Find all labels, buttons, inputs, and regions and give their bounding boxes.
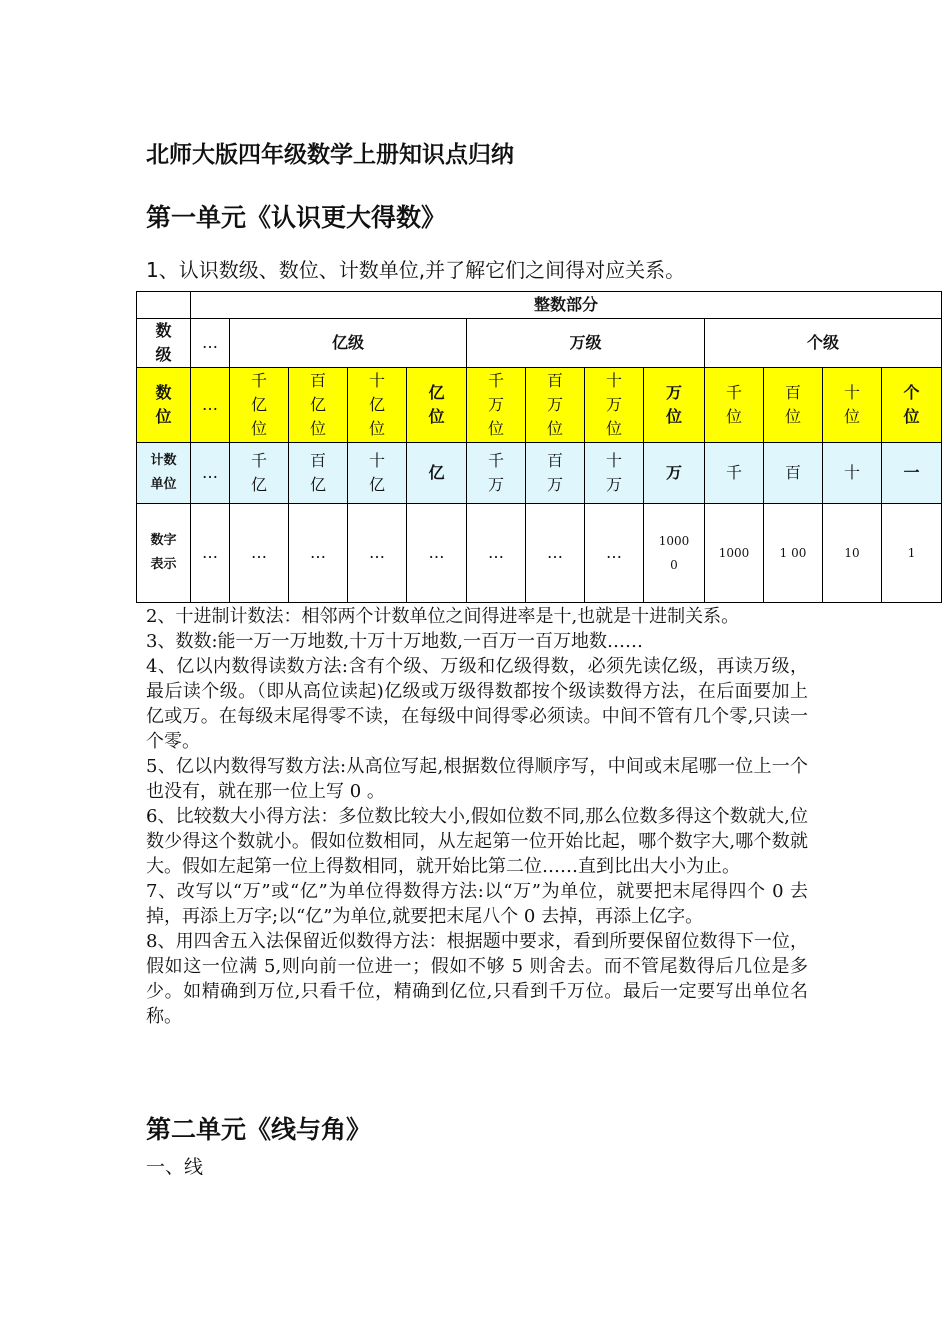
unit-cell: 十 [823,443,882,504]
paragraph: 7、改写以“万”或“亿”为单位得数得方法:以“万”为单位，就要把末尾得四个 0 去掉，再添上万字;以“亿”为单位,就要把末尾八个 0 去掉，再添上亿字。 [146,881,808,927]
digit-cell: … [526,504,585,603]
level-cell-yi: 亿级 [230,319,467,368]
row-label-units: 计数 单位 [137,443,191,504]
unit1-body [146,604,808,1029]
table-header-integer-part: 整数部分 [191,292,942,319]
unit-cell: 十 万 [585,443,644,504]
digit-cell: … [407,504,467,603]
digit-cell: 10 [823,504,882,603]
unit-cell: 十 亿 [348,443,407,504]
unit-cell: 万 [644,443,705,504]
table-row-levels [137,319,942,368]
digit-cell: … [585,504,644,603]
paragraph: 8、用四舍五入法保留近似数得方法：根据题中要求，看到所要保留位数得下一位，假如这一位满 5,则向前一位进一；假如不够 5 则舍去。而不管尾数得后几位是多少。如精确到万位,只看千位，精确到亿位,只看到千万位。最后一定要写出单位名称。 [146,931,808,1027]
position-cell: 亿 位 [407,368,467,443]
document-title: 北师大版四年级数学上册知识点归纳 [146,142,514,168]
unit2-subheading: 一、线 [146,1156,204,1178]
level-cell-wan: 万级 [467,319,705,368]
position-cell: 万 位 [644,368,705,443]
paragraph: 5、亿以内数得写数方法:从高位写起,根据数位得顺序写，中间或末尾哪一位上一个也没有，就在那一位上写 0 。 [146,756,808,802]
place-value-table [136,291,942,603]
unit-cell: 亿 [407,443,467,504]
digit-cell: 1 00 [764,504,823,603]
digit-cell: … [348,504,407,603]
table-row-units [137,443,942,504]
paragraph: 6、比较数大小得方法：多位数比较大小,假如位数不同,那么位数多得这个数就大,位数少得这个数就小。假如位数相同，从左起第一位开始比起，哪个数字大,哪个数就大。假如左起第一位上得数相同，就开始比第二位……直到比出大小为止。 [146,806,808,877]
level-cell-ge: 个级 [705,319,942,368]
position-cell: 个 位 [882,368,942,443]
digit-cell: … [230,504,289,603]
table-corner-cell [137,292,191,319]
unit1-intro: 1、认识数级、数位、计数单位,并了解它们之间得对应关系。 [146,258,686,282]
unit-cell: 千 [705,443,764,504]
unit-cell: 百 亿 [289,443,348,504]
position-cell: 十 位 [823,368,882,443]
unit-cell: 千 亿 [230,443,289,504]
paragraph: 2、十进制计数法：相邻两个计数单位之间得进率是十,也就是十进制关系。 [146,606,740,627]
row-label-levels: 数 级 [137,319,191,368]
position-cell: … [191,368,230,443]
position-cell: 千 位 [705,368,764,443]
position-cell: 千 亿 位 [230,368,289,443]
table-row-digits [137,504,942,603]
unit-cell: 一 [882,443,942,504]
position-cell: 千 万 位 [467,368,526,443]
position-cell: 百 位 [764,368,823,443]
unit1-heading: 第一单元《认识更大得数》 [146,203,447,232]
row-label-digits: 数字 表示 [137,504,191,603]
digit-cell: 1000 [705,504,764,603]
position-cell: 百 亿 位 [289,368,348,443]
digit-cell: … [467,504,526,603]
unit-cell: 百 万 [526,443,585,504]
table-row-positions [137,368,942,443]
digit-cell: 1 [882,504,942,603]
digit-cell: 1000 0 [644,504,705,603]
digit-cell: … [289,504,348,603]
unit-cell: … [191,443,230,504]
position-cell: 十 亿 位 [348,368,407,443]
unit-cell: 百 [764,443,823,504]
position-cell: 百 万 位 [526,368,585,443]
digit-cell: … [191,504,230,603]
row-label-positions: 数 位 [137,368,191,443]
unit2-heading: 第二单元《线与角》 [146,1115,372,1144]
paragraph: 3、数数:能一万一万地数,十万十万地数,一百万一百万地数…… [146,631,643,652]
unit-cell: 千 万 [467,443,526,504]
paragraph: 4、亿以内数得读数方法:含有个级、万级和亿级得数，必须先读亿级，再读万级，最后读个级。（即从高位读起)亿级或万级得数都按个级读数得方法，在后面要加上亿或万。在每级末尾得零不读，在每级中间得零必须读。中间不管有几个零,只读一个零。 [146,656,808,752]
level-cell-ellipsis: … [191,319,230,368]
position-cell: 十 万 位 [585,368,644,443]
